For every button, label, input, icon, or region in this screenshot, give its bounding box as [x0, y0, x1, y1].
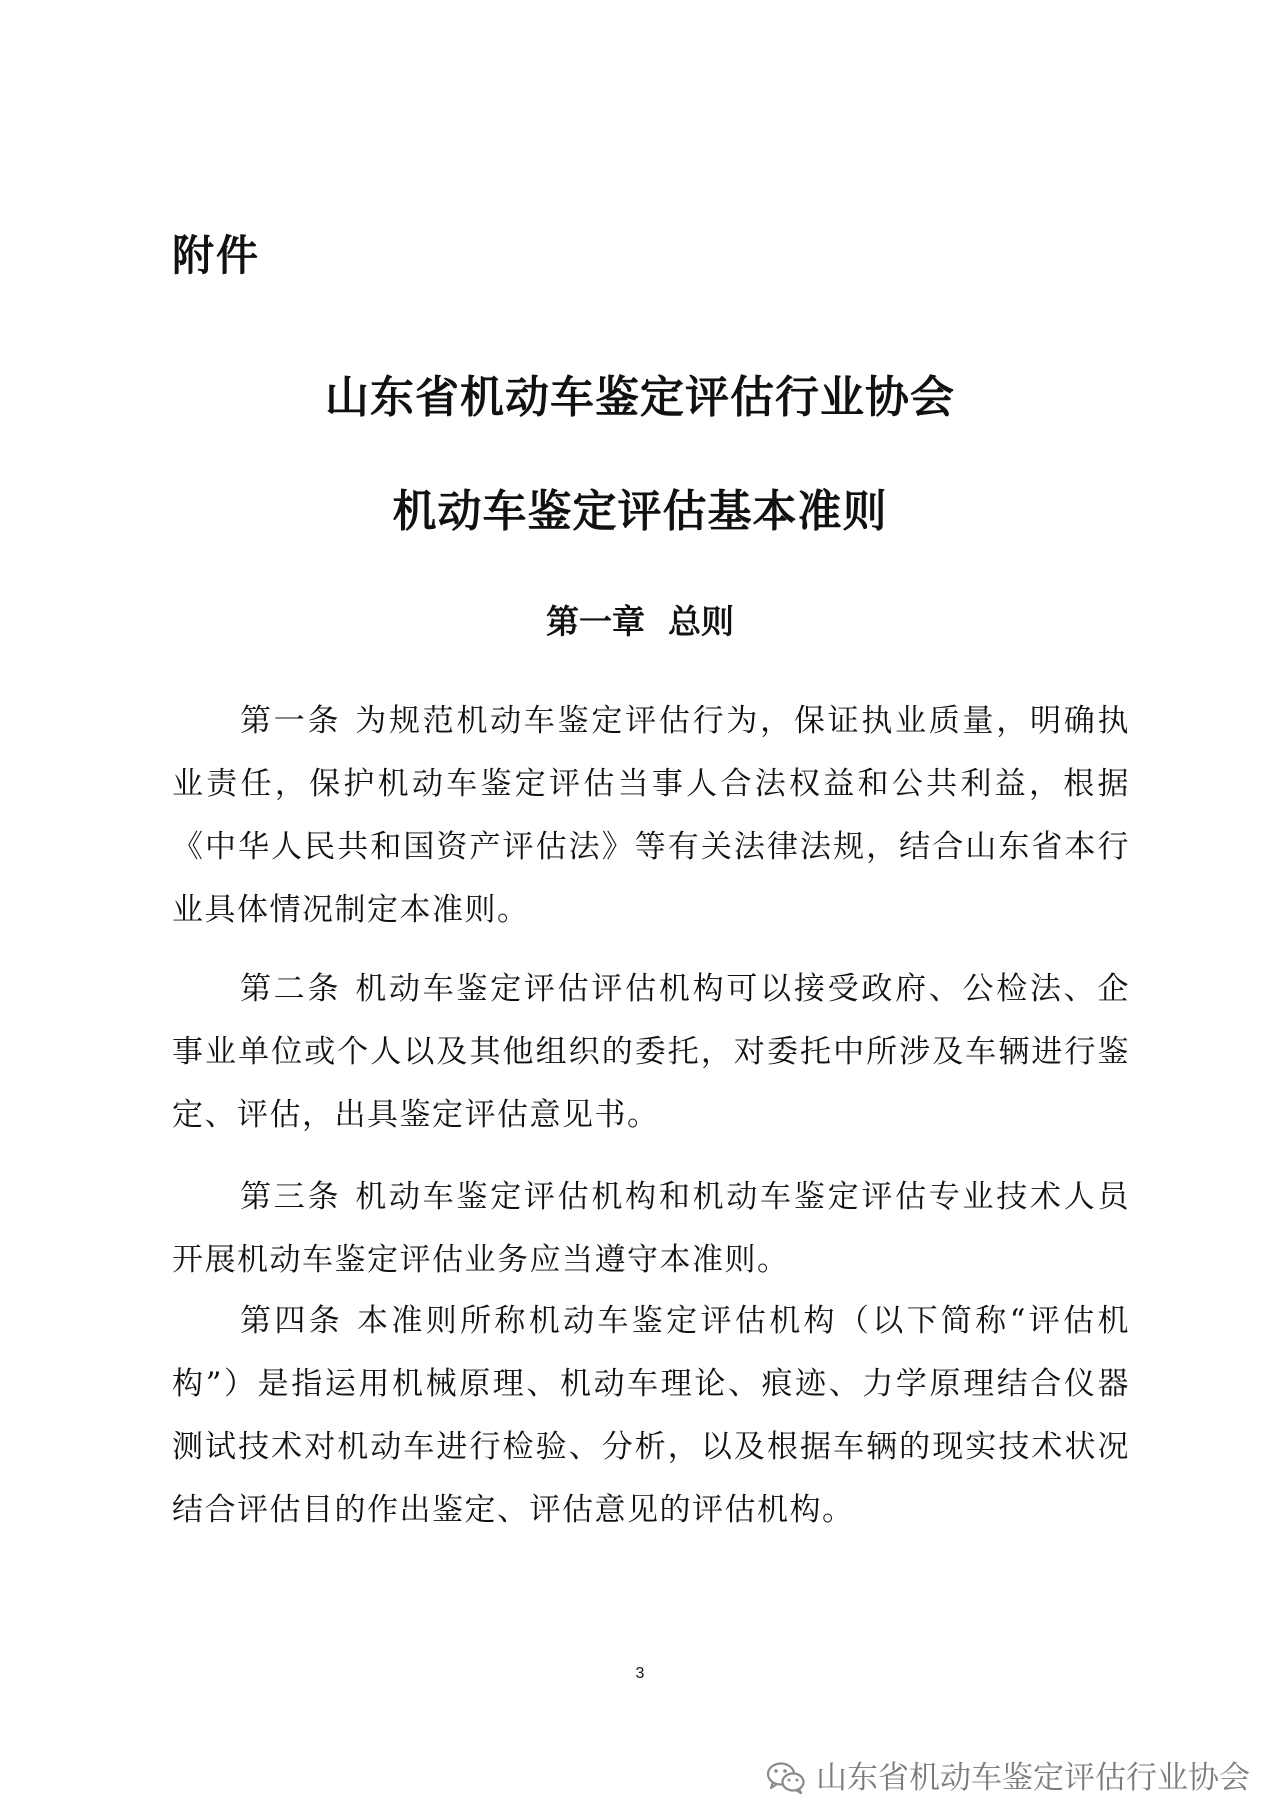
article-number: 第二条: [240, 971, 342, 1007]
article-1: [172, 690, 1130, 942]
article-text: 为规范机动车鉴定评估行为，保证执业质量，明确执业责任，保护机动车鉴定评估当事人合法权益和公共利益，根据《中华人民共和国资产评估法》等有关法律法规，结合山东省本行业具体情况制定本准则。: [172, 703, 1131, 928]
watermark: [766, 1758, 1250, 1798]
attachment-label: 附件: [172, 231, 261, 280]
article-2: [172, 958, 1130, 1147]
article-number: 第三条: [240, 1179, 342, 1215]
article-number: 第一条: [240, 703, 342, 739]
wechat-icon: [766, 1761, 806, 1795]
document-title-line-2: 机动车鉴定评估基本准则: [392, 486, 888, 537]
article-number: 第四条: [240, 1303, 344, 1339]
chapter-heading: [0, 600, 1280, 644]
watermark-text: 山东省机动车鉴定评估行业协会: [816, 1760, 1250, 1796]
article-3: [172, 1166, 1130, 1292]
document-title-line-1: 山东省机动车鉴定评估行业协会: [325, 372, 955, 423]
article-text: 机动车鉴定评估评估机构可以接受政府、公检法、企事业单位或个人以及其他组织的委托，对委托中所涉及车辆进行鉴定、评估，出具鉴定评估意见书。: [172, 971, 1131, 1133]
article-text: 本准则所称机动车鉴定评估机构（以下简称“评估机构”）是指运用机械原理、机动车理论、痕迹、力学原理结合仪器测试技术对机动车进行检验、分析，以及根据车辆的现实技术状况结合评估目的作出鉴定、评估意见的评估机构。: [172, 1303, 1130, 1528]
article-text: 机动车鉴定评估机构和机动车鉴定评估专业技术人员开展机动车鉴定评估业务应当遵守本准则。: [172, 1179, 1131, 1278]
article-4: [172, 1290, 1130, 1542]
chapter-heading-text: 第一章 总则: [546, 602, 734, 641]
page-number: 3: [635, 1665, 645, 1682]
